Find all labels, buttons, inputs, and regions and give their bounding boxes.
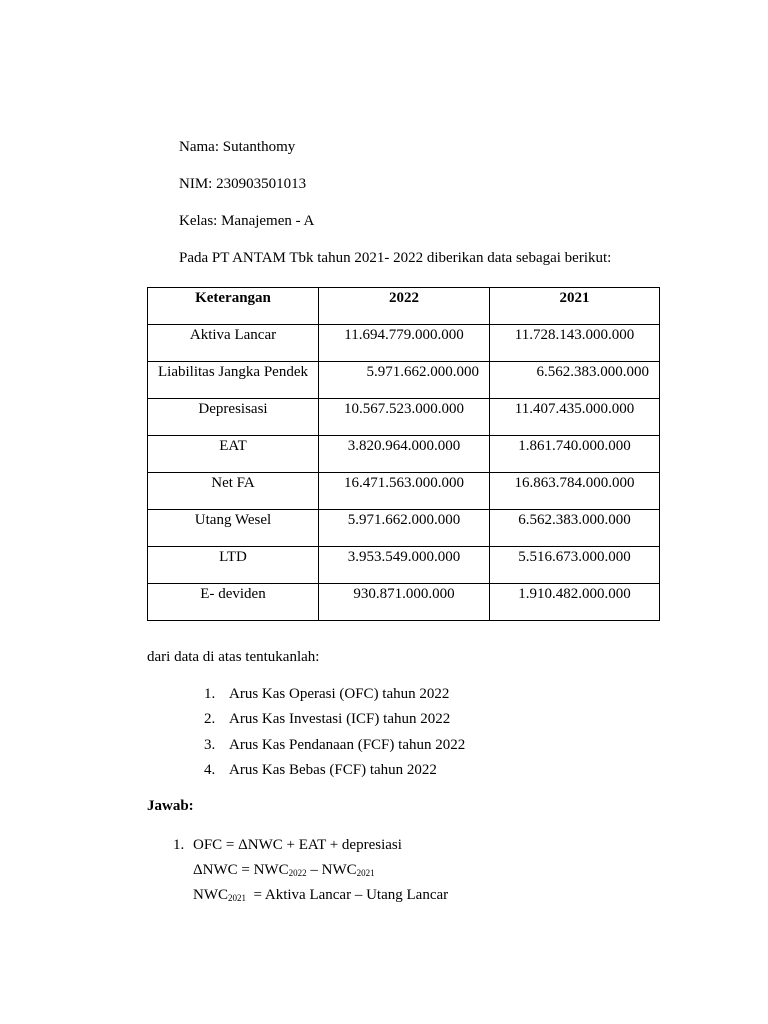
list-item-number: 1. <box>204 686 216 702</box>
student-name: Nama: Sutanthomy <box>179 139 296 155</box>
question-prompt: dari data di atas tentukanlah: <box>147 649 320 665</box>
table-row <box>148 547 660 584</box>
ofc-formula: OFC = ΔNWC + EAT + depresiasi <box>193 837 402 853</box>
table-row <box>148 399 660 436</box>
value-2021: 6.562.383.000.000 <box>490 362 660 399</box>
table-row <box>148 473 660 510</box>
row-label: Depresisasi <box>148 399 319 436</box>
list-item: Arus Kas Bebas (FCF) tahun 2022 <box>229 762 437 778</box>
row-label: Net FA <box>148 473 319 510</box>
list-item-number: 2. <box>204 711 216 727</box>
answer-label: Jawab: <box>147 798 194 814</box>
table-row <box>148 325 660 362</box>
list-item-number: 4. <box>204 762 216 778</box>
list-item: Arus Kas Operasi (OFC) tahun 2022 <box>229 686 450 702</box>
value-2021: 5.516.673.000.000 <box>490 547 660 584</box>
row-label: E- deviden <box>148 584 319 621</box>
financial-data-table <box>147 287 660 621</box>
column-header-2021: 2021 <box>490 288 660 325</box>
value-2021: 1.910.482.000.000 <box>490 584 660 621</box>
list-item-number: 3. <box>204 737 216 753</box>
delta-nwc-formula: $\Delta NWC = NWC_{2022} - NWC_{2021}$ <box>193 862 375 878</box>
table-header-row <box>148 288 660 325</box>
row-label: EAT <box>148 436 319 473</box>
value-2021: 11.728.143.000.000 <box>490 325 660 362</box>
value-2021: 6.562.383.000.000 <box>490 510 660 547</box>
row-label: LTD <box>148 547 319 584</box>
value-2022: 5.971.662.000.000 <box>319 362 490 399</box>
column-header-2022: 2022 <box>319 288 490 325</box>
table-row <box>148 510 660 547</box>
value-2022: 16.471.563.000.000 <box>319 473 490 510</box>
student-class: Kelas: Manajemen - A <box>179 213 315 229</box>
list-item: Arus Kas Investasi (ICF) tahun 2022 <box>229 711 451 727</box>
intro-text: Pada PT ANTAM Tbk tahun 2021- 2022 diberikan data sebagai berikut: <box>179 250 612 266</box>
value-2022: 11.694.779.000.000 <box>319 325 490 362</box>
nwc-2021-formula: $NWC_{2021}$ = Aktiva Lancar – Utang Lancar <box>193 887 449 903</box>
table-row <box>148 436 660 473</box>
list-item: Arus Kas Pendanaan (FCF) tahun 2022 <box>229 737 466 753</box>
student-nim: NIM: 230903501013 <box>179 176 307 192</box>
table-row <box>148 584 660 621</box>
answer-number: 1. <box>173 837 185 853</box>
row-label: Aktiva Lancar <box>148 325 319 362</box>
value-2021: 16.863.784.000.000 <box>490 473 660 510</box>
table-row <box>148 362 660 399</box>
row-label: Utang Wesel <box>148 510 319 547</box>
value-2022: 3.820.964.000.000 <box>319 436 490 473</box>
column-header-keterangan: Keterangan <box>148 288 319 325</box>
value-2022: 10.567.523.000.000 <box>319 399 490 436</box>
row-label: Liabilitas Jangka Pendek <box>148 362 319 399</box>
value-2022: 930.871.000.000 <box>319 584 490 621</box>
value-2021: 1.861.740.000.000 <box>490 436 660 473</box>
value-2022: 5.971.662.000.000 <box>319 510 490 547</box>
value-2022: 3.953.549.000.000 <box>319 547 490 584</box>
value-2021: 11.407.435.000.000 <box>490 399 660 436</box>
